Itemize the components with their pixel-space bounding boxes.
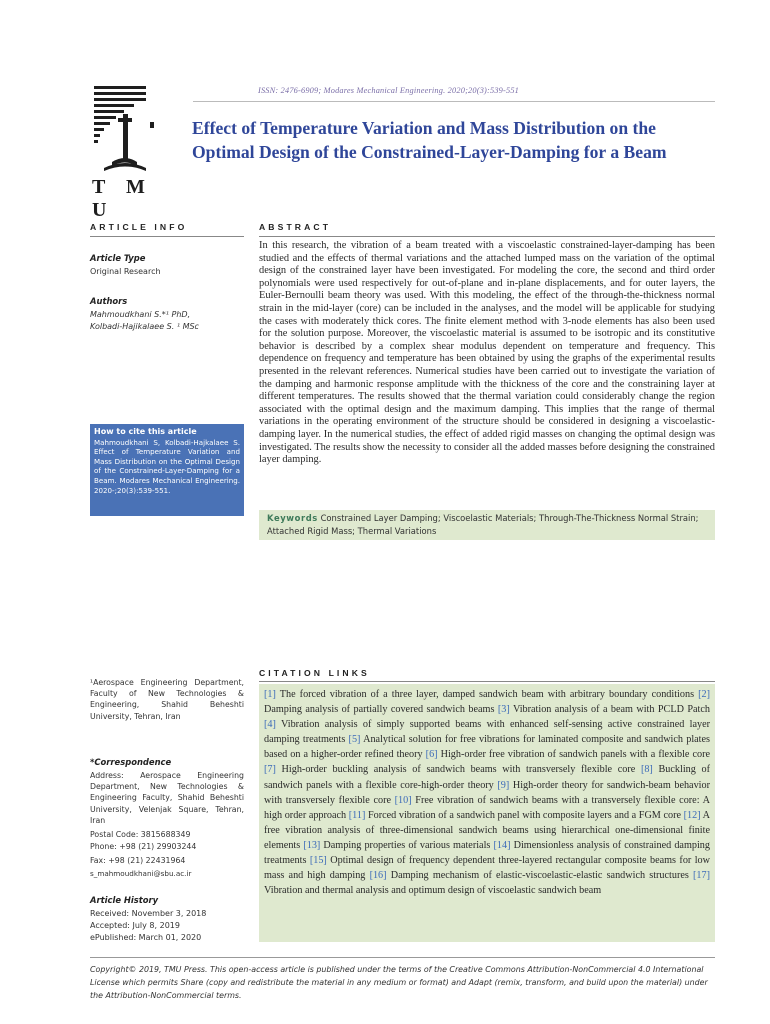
citation-title[interactable]: Damping analysis of partially covered sandwich beams (264, 704, 498, 716)
citation-links-heading: CITATION LINKS (259, 668, 370, 678)
affiliation: ¹Aerospace Engineering Department, Faculty of New Technologies & Engineering, Shahid Beheshti University, Tehran, Iran (90, 678, 244, 721)
tmu-logo (90, 82, 178, 221)
logo-text: T M U (92, 176, 153, 221)
author-2: Kolbadi-Hajikalaee S. ¹ MSc (90, 322, 199, 331)
citation-number[interactable]: [3] (497, 704, 510, 716)
abstract-heading: ABSTRACT (259, 222, 332, 232)
citation-number[interactable]: [10] (394, 794, 412, 806)
correspondence-phone: Phone: +98 (21) 29903244 (90, 842, 197, 851)
citation-link[interactable] (426, 749, 710, 760)
correspondence-label: *Correspondence (90, 757, 172, 767)
citation-title[interactable]: Damping mechanism of elastic-viscoelastic-elastic sandwich structures (386, 870, 694, 882)
citation-title[interactable]: Free vibration of sandwich beams with a transversely flexible core: A high order approach (264, 794, 710, 821)
citation-title[interactable]: Vibration analysis of simply supported beams with enhanced self-sensing active constrained layer damping treatments (264, 719, 710, 746)
how-to-cite-box (90, 424, 244, 516)
history-label: Article History (90, 895, 159, 905)
citation-number[interactable]: [11] (348, 809, 366, 821)
citation-title[interactable]: Vibration and thermal analysis and optimum design of viscoelastic sandwich beam (264, 885, 602, 897)
citation-number[interactable]: [16] (369, 870, 387, 882)
how-to-cite-text: Mahmoudkhani S, Kolbadi-Hajkalaee S. Effect of Temperature Variation and Mass Distribution on the Optimal Design of the Constrained-Layer-Damping for a Beam. Modares Mechanical Engineering. 2020-;20(3):539-551. (94, 437, 240, 495)
citation-number[interactable]: [13] (303, 839, 321, 851)
correspondence-fax: Fax: +98 (21) 22431964 (90, 856, 186, 865)
keywords-box (259, 510, 715, 540)
citation-links-rule (259, 681, 715, 682)
citation-title[interactable]: High-order free vibration of sandwich panels with a flexible core (437, 749, 710, 761)
history-published: ePublished: March 01, 2020 (90, 933, 202, 942)
issn-line: ISSN: 2476-6909; Modares Mechanical Engineering. 2020;20(3):539-551 (258, 86, 520, 95)
citation-title[interactable]: Vibration analysis of a beam with PCLD Patch (509, 704, 710, 716)
correspondence-email[interactable]: s_mahmoudkhani@sbu.ac.ir (90, 869, 192, 878)
citation-title[interactable]: Forced vibration of a sandwich panel with composite layers and a FGM core (365, 809, 684, 821)
article-info-rule (90, 236, 244, 237)
keywords-label: Keywords (267, 513, 318, 523)
footer-divider (90, 957, 715, 958)
citation-number[interactable]: [2] (698, 689, 710, 700)
authors-label: Authors (90, 296, 128, 306)
citation-number[interactable]: [5] (348, 734, 361, 746)
citation-title[interactable]: A free vibration analysis of three-dimensional sandwich beams using hierarchical one-dimensional finite elements (264, 809, 710, 851)
citation-title[interactable]: Damping properties of various materials (320, 839, 494, 851)
citation-number[interactable]: [12] (683, 809, 701, 821)
author-1: Mahmoudkhani S.*¹ PhD, (90, 310, 191, 319)
citation-number[interactable]: [17] (693, 870, 710, 882)
citation-link[interactable] (370, 870, 693, 881)
citation-title[interactable]: Analytical solution for free vibrations for laminated composite and sandwich plates based on a higher-order refined theory (264, 734, 710, 761)
citation-link[interactable] (264, 764, 641, 775)
article-info-heading: ARTICLE INFO (90, 222, 188, 232)
citation-number[interactable]: [6] (425, 749, 438, 761)
citation-number[interactable]: [15] (309, 855, 327, 867)
keywords-text: Constrained Layer Damping; Viscoelastic Materials; Through-The-Thickness Normal Strain; Attached Rigid Mass; Thermal Variations (267, 513, 699, 536)
citation-number[interactable]: [4] (264, 719, 276, 731)
citation-link[interactable] (349, 810, 684, 821)
citation-title[interactable]: High-order buckling analysis of sandwich beams with transversely flexible core (275, 764, 641, 776)
citation-link[interactable] (264, 689, 698, 700)
citation-number[interactable]: [1] (264, 689, 276, 700)
how-to-cite-title: How to cite this article (94, 427, 197, 436)
citation-title[interactable]: The forced vibration of a three layer, damped sandwich beam with arbitrary boundary conditions (275, 689, 699, 700)
citation-title[interactable]: High-order theory for sandwich-beam behavior with transversely flexible core (264, 779, 710, 806)
citation-title[interactable]: Buckling of sandwich panels with a flexible core-high-order theory (264, 764, 711, 791)
citation-number[interactable]: [8] (640, 764, 653, 776)
header-divider (193, 101, 715, 102)
history-accepted: Accepted: July 8, 2019 (90, 921, 180, 930)
citation-link[interactable] (303, 840, 493, 851)
citation-number[interactable]: [7] (264, 764, 276, 776)
citation-link[interactable] (498, 704, 710, 715)
article-type-value: Original Research (90, 267, 161, 276)
citation-number[interactable]: [9] (497, 779, 510, 791)
abstract-text: In this research, the vibration of a beam treated with a viscoelastic constrained-layer-damping has been studied and the effects of thermal variations and the attached lumped mass on the variation of the optimal design of the constrained layer have been investigated. For modeling the core, the second and third order polynomials were used respectively for out-of-plane and in-plane displacements, and for outer layers, the Euler-Bernoulli beam theory was used. With this modeling, the effect of the through-the-thickness normal strain in the mid-layer (core) can be included in the analyses, and the model will be applicable for studying the cases with moderately thick cores. The finite element method with 3-node elements has also been used for the solution purpose. Moreover, the viscoelastic material is assumed to be isotropic and its constitutive behavior is described by a complex shear modulus dependent on temperature and frequency. This dependence on frequency and temperature has been obtained by using the graphs of the experimental results presented in the relevant references. Numerical studies have been carried out to investigate the variation of the damping and harmonic response amplitude with the thickness of the core and the constraining layer at different temperatures. The results showed that the thermal variation could considerably change the region associated with the optimal design and the maximum damping. This implies that the range of thermal variations in the operating environment of the structure should be considered in designing a viscoelastic-damping layer. In the numerical studies, the effect of added rigid masses on changing the optimal design was investigated. The results show the necessity to consider all the added masses before designing the constrained layer damping. (259, 240, 715, 466)
history-received: Received: November 3, 2018 (90, 909, 207, 918)
citation-links-box (259, 684, 715, 942)
citation-title[interactable]: Optimal design of frequency dependent three-layered rectangular composite beams for low mass and high damping (264, 855, 710, 882)
article-title: Effect of Temperature Variation and Mass Distribution on the Optimal Design of the Constrained-Layer-Damping for a Beam (192, 118, 667, 162)
abstract-rule (259, 236, 715, 237)
correspondence-postal: Postal Code: 3815688349 (90, 830, 191, 839)
copyright-notice: Copyright© 2019, TMU Press. This open-access article is published under the terms of the Creative Commons Attribution-NonCommercial 4.0 International License which permits Share (copy and redistribute the material in any medium or format) and Adapt (remix, transform, and build upon the material) under the Attribution-NonCommercial terms. (90, 965, 708, 1000)
citation-title[interactable]: Dimensionless analysis of constrained damping treatments (264, 839, 710, 867)
correspondence-address: Address: Aerospace Engineering Department, New Technologies & Engineering Faculty, Shahid Beheshti University, Velenjak Square, Tehran, Iran (90, 771, 244, 825)
article-type-label: Article Type (90, 253, 146, 263)
citation-number[interactable]: [14] (493, 839, 511, 851)
